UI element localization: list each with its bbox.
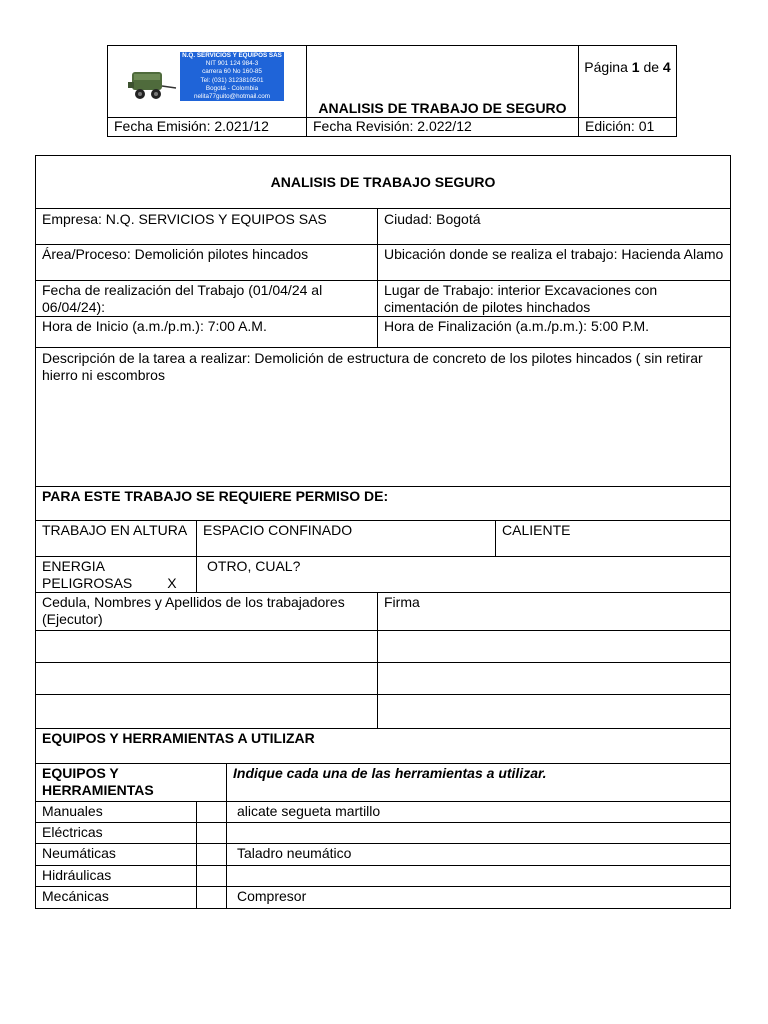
company-phone: Tel: (031) 3123810501 [200,76,264,84]
company-address: carrera 60 No 160-85 [202,68,262,76]
tool-value-manuales: alicate segueta martillo [227,802,731,823]
fecha-realizacion-field: Fecha de realización del Trabajo (01/04/24 al 06/04/24): [36,281,378,317]
ciudad-field: Ciudad: Bogotá [378,209,731,245]
tool-value-neumaticas: Taladro neumático [227,844,731,866]
fecha-revision: Fecha Revisión: 2.022/12 [307,118,579,137]
company-email: nelita77guito@hotmail.com [193,93,271,101]
trabajador-row-2-name [36,663,378,695]
edicion: Edición: 01 [579,118,677,137]
company-nit: NIT 901 124 984-3 [205,60,259,68]
tool-type-hidraulicas: Hidráulicas [36,866,197,887]
tool-type-manuales: Manuales [36,802,197,823]
company-name: N.Q. SERVICIOS Y EQUIPOS SAS [182,52,282,59]
equipos-heading: EQUIPOS Y HERRAMIENTAS A UTILIZAR [36,729,731,764]
permiso-trabajo-altura: TRABAJO EN ALTURA [36,521,197,557]
trabajador-row-3-name [36,695,378,729]
document-header [107,45,677,137]
permiso-caliente: CALIENTE [496,521,731,557]
page-number: Página 1 de 4 [579,46,677,118]
hora-fin-field: Hora de Finalización (a.m./p.m.): 5:00 P.M. [378,317,731,348]
trabajador-row-2-firma [378,663,731,695]
tool-check-manuales [197,802,227,823]
tool-check-mecanicas [197,887,227,909]
tool-check-neumaticas [197,844,227,866]
tool-type-neumaticas: Neumáticas [36,844,197,866]
document-title: ANALISIS DE TRABAJO DE SEGURO [307,46,579,118]
area-proceso-field: Área/Proceso: Demolición pilotes hincados [36,245,378,281]
trabajadores-header: Cedula, Nombres y Apellidos de los trabajadores (Ejecutor) [36,593,378,631]
ats-form [35,155,731,909]
fecha-emision: Fecha Emisión: 2.021/12 [108,118,307,137]
permiso-espacio-confinado: ESPACIO CONFINADO [197,521,496,557]
tool-value-hidraulicas [227,866,731,887]
tool-value-mecanicas: Compresor [227,887,731,909]
ubicacion-field: Ubicación donde se realiza el trabajo: Hacienda Alamo [378,245,731,281]
trabajador-row-1-firma [378,631,731,663]
empresa-field: Empresa: N.Q. SERVICIOS Y EQUIPOS SAS [36,209,378,245]
permiso-otro: OTRO, CUAL? [197,557,731,593]
company-info [180,52,284,101]
indique-column-header: Indique cada una de las herramientas a utilizar. [227,764,731,802]
compressor-logo-icon [126,68,178,102]
descripcion-tarea: Descripción de la tarea a realizar: Demolición de estructura de concreto de los pilotes hincados ( sin retirar hierro ni escombros [36,348,731,487]
logo-cell [108,46,307,118]
trabajador-row-3-firma [378,695,731,729]
form-title: ANALISIS DE TRABAJO SEGURO [36,156,731,209]
company-city: Bogotá - Colombia [205,84,259,92]
tool-type-electricas: Eléctricas [36,823,197,844]
trabajador-row-1-name [36,631,378,663]
tool-type-mecanicas: Mecánicas [36,887,197,909]
permiso-energia-peligrosas: ENERGIA PELIGROSAS X [36,557,197,593]
tool-check-hidraulicas [197,866,227,887]
hora-inicio-field: Hora de Inicio (a.m./p.m.): 7:00 A.M. [36,317,378,348]
tool-value-electricas [227,823,731,844]
equipos-column-header: EQUIPOS Y HERRAMIENTAS [36,764,227,802]
firma-header: Firma [378,593,731,631]
tool-check-electricas [197,823,227,844]
lugar-trabajo-field: Lugar de Trabajo: interior Excavaciones con cimentación de pilotes hinchados [378,281,731,317]
energia-check-mark: X [167,575,177,591]
permiso-heading: PARA ESTE TRABAJO SE REQUIERE PERMISO DE: [36,487,731,521]
